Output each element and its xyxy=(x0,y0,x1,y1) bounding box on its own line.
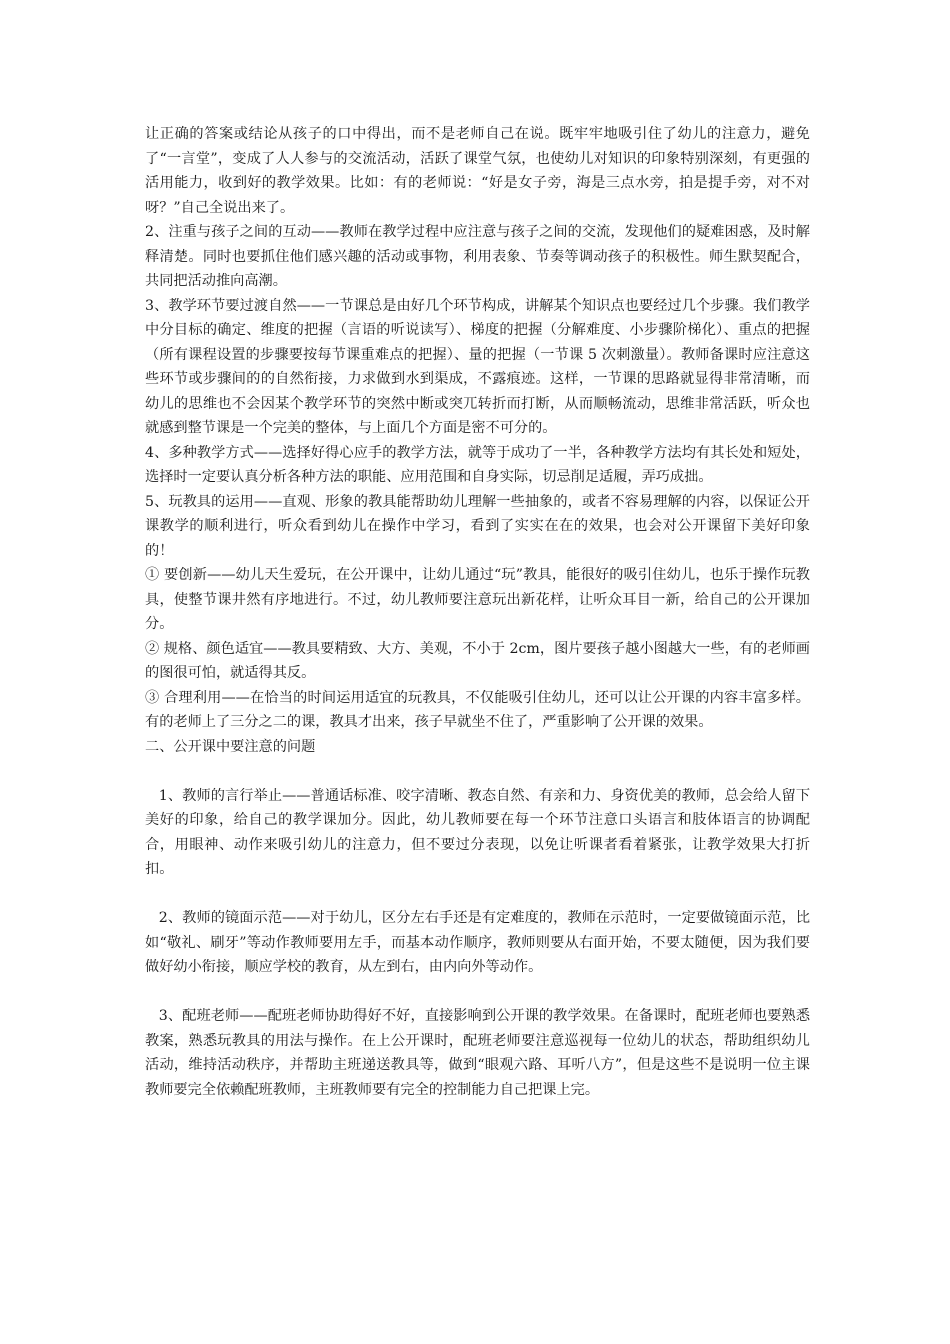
paragraph-size-color: ② 规格、颜色适宜——教具要精致、大方、美观，不小于 2cm，图片要孩子越小图越大一些，有的老师画的图很可怕，就适得其反。 xyxy=(145,640,810,681)
paragraph-teaching-methods: 4、多种教学方式——选择好得心应手的教学方法，就等于成功了一半，各种教学方法均有其长处和短处，选择时一定要认真分析各种方法的职能、应用范围和自身实际，切忌削足适履，弄巧成拙。 xyxy=(145,444,810,485)
document-body xyxy=(145,122,810,1102)
paragraph-interaction: 2、注重与孩子之间的互动——教师在教学过程中应注意与孩子之间的交流，发现他们的疑难困惑，及时解释清楚。同时也要抓住他们感兴趣的活动或事物，利用表象、节奏等调动孩子的积极性。师生默契配合，共同把活动推向高潮。 xyxy=(145,224,810,289)
paragraph-transitions: 3、教学环节要过渡自然——一节课总是由好几个环节构成，讲解某个知识点也要经过几个步骤。我们教学中分目标的确定、维度的把握（言语的听说读写）、梯度的把握（分解难度、小步骤阶梯化）、重点的把握（所有课程设置的步骤要按每节课重难点的把握）、量的把握（一节课 5 次刺激量）。教师备课时应注意这些环节或步骤间的的自然衔接，力求做到水到渠成，不露痕迹。这样，一节课的思路就显得非常清晰，而幼儿的思维也不会因某个教学环节的突然中断或突兀转折而打断，从而顺畅流动，思维非常活跃，听众也就感到整节课是一个完美的整体，与上面几个方面是密不可分的。 xyxy=(145,297,810,436)
paragraph-mirror-demo: 2、教师的镜面示范——对于幼儿，区分左右手还是有定难度的，教师在示范时，一定要做镜面示范，比如“敬礼、刷牙”等动作教师要用左手，而基本动作顺序，教师则要从右面开始，不要太随便，因为我们要做好幼小衔接，顺应学校的教育，从左到右，由内向外等动作。 xyxy=(145,910,811,975)
paragraph-proper-use: ③ 合理利用——在恰当的时间运用适宜的玩教具，不仅能吸引住幼儿，还可以让公开课的内容丰富多样。有的老师上了三分之二的课，教具才出来，孩子早就坐不住了，严重影响了公开课的效果。 xyxy=(145,689,810,730)
section-heading: 二、公开课中要注意的问题 xyxy=(145,738,316,755)
paragraph-assistant-teacher: 3、配班老师——配班老师协助得好不好，直接影响到公开课的教学效果。在备课时，配班老师也要熟悉教案，熟悉玩教具的用法与操作。在上公开课时，配班老师要注意巡视每一位幼儿的状态，帮助组织幼儿活动，维持活动秩序，并帮助主班递送教具等，做到“眼观六路、耳听八方”，但是这些不是说明一位主课教师要完全依赖配班教师，主班教师要有完全的控制能力自己把课上完。 xyxy=(145,1008,811,1098)
paragraph-teaching-aids: 5、玩教具的运用——直观、形象的教具能帮助幼儿理解一些抽象的，或者不容易理解的内容，以保证公开课教学的顺利进行，听众看到幼儿在操作中学习，看到了实实在在的效果，也会对公开课留下美好印象的！ xyxy=(145,493,810,559)
blank-line xyxy=(145,980,810,1005)
paragraph-innovation: ① 要创新——幼儿天生爱玩，在公开课中，让幼儿通过“玩”教具，能很好的吸引住幼儿，也乐于操作玩教具，使整节课井然有序地进行。不过，幼儿教师要注意玩出新花样，让听众耳目一新，给自己的公开课加分。 xyxy=(145,567,810,632)
blank-line xyxy=(145,759,810,784)
paragraph-intro-continuation: 让正确的答案或结论从孩子的口中得出，而不是老师自己在说。既牢牢地吸引住了幼儿的注意力，避免了“一言堂”，变成了人人参与的交流活动，活跃了课堂气氛，也使幼儿对知识的印象特别深刻，有更强的活用能力，收到好的教学效果。比如：有的老师说：“好是女子旁，海是三点水旁，拍是提手旁，对不对呀？”自己全说出来了。 xyxy=(145,126,810,216)
paragraph-teacher-conduct: 1、教师的言行举止——普通话标准、咬字清晰、教态自然、有亲和力、身资优美的教师，总会给人留下美好的印象，给自己的教学课加分。因此，幼儿教师要在每一个环节注意口头语言和肢体语言的协调配合，用眼神、动作来吸引幼儿的注意力，但不要过分表现，以免让听课者看着紧张，让教学效果大打折扣。 xyxy=(145,787,811,877)
blank-line xyxy=(145,882,810,907)
